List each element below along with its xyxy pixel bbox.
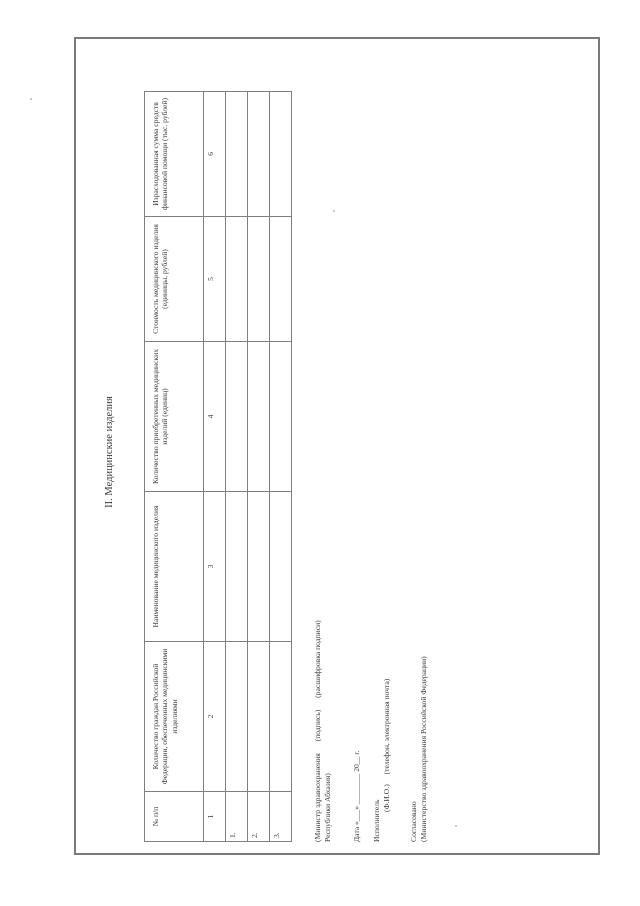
rotated-content — [88, 62, 568, 842]
row-number: 2. — [248, 792, 270, 842]
minister-republic: Республики Абхазия) — [323, 773, 333, 842]
minister-decode-caption: (расшифровка подписи) — [313, 620, 322, 698]
table-row — [226, 92, 248, 842]
col-number: 6 — [204, 92, 226, 217]
executor-block — [372, 679, 393, 842]
scan-speck — [30, 98, 32, 100]
col-number: 2 — [204, 642, 226, 792]
header-citizens-count: Количество граждан Российской Федерации, обеспеченных медицинскими изделиями — [145, 642, 204, 792]
date-line: Дата «___» ________ 20__ г. — [352, 750, 361, 842]
col-number: 3 — [204, 492, 226, 642]
executor-fio: (Ф.И.О.) — [382, 784, 392, 812]
agreed-block — [409, 656, 430, 842]
table-row — [248, 92, 270, 842]
col-number: 1 — [204, 792, 226, 842]
minister-title: (Министр здравоохранения — [313, 753, 322, 842]
row-number: 1. — [226, 792, 248, 842]
row-number: 3. — [270, 792, 292, 842]
header-spent-amount: Израсходованная сумма средств финансовой помощи (тыс. рублей) — [145, 92, 204, 217]
minister-signature-block — [313, 620, 334, 842]
medical-devices-table — [144, 91, 292, 842]
col-number: 4 — [204, 342, 226, 492]
header-number: № п/п — [145, 792, 204, 842]
header-devices-quantity: Количество приобретенных медицинских изделий (единиц) — [145, 342, 204, 492]
header-device-name: Наименование медицинского изделия — [145, 492, 204, 642]
executor-label: Исполнитель — [372, 799, 381, 842]
minister-sign-caption: (подпись) — [313, 709, 322, 742]
table-numbering-row — [204, 92, 226, 842]
section-title: II. Медицинские изделия — [104, 396, 115, 508]
header-device-cost: Стоимость медицинского изделия (единицы, рублей) — [145, 217, 204, 342]
col-number: 5 — [204, 217, 226, 342]
table-row — [270, 92, 292, 842]
table-header-row — [145, 92, 204, 842]
agreed-label: Согласовано — [409, 801, 418, 842]
executor-contacts: (телефон, электронная почта) — [382, 678, 392, 775]
agreed-by: (Министерство здравоохранения Российской Федерации) — [419, 656, 429, 842]
